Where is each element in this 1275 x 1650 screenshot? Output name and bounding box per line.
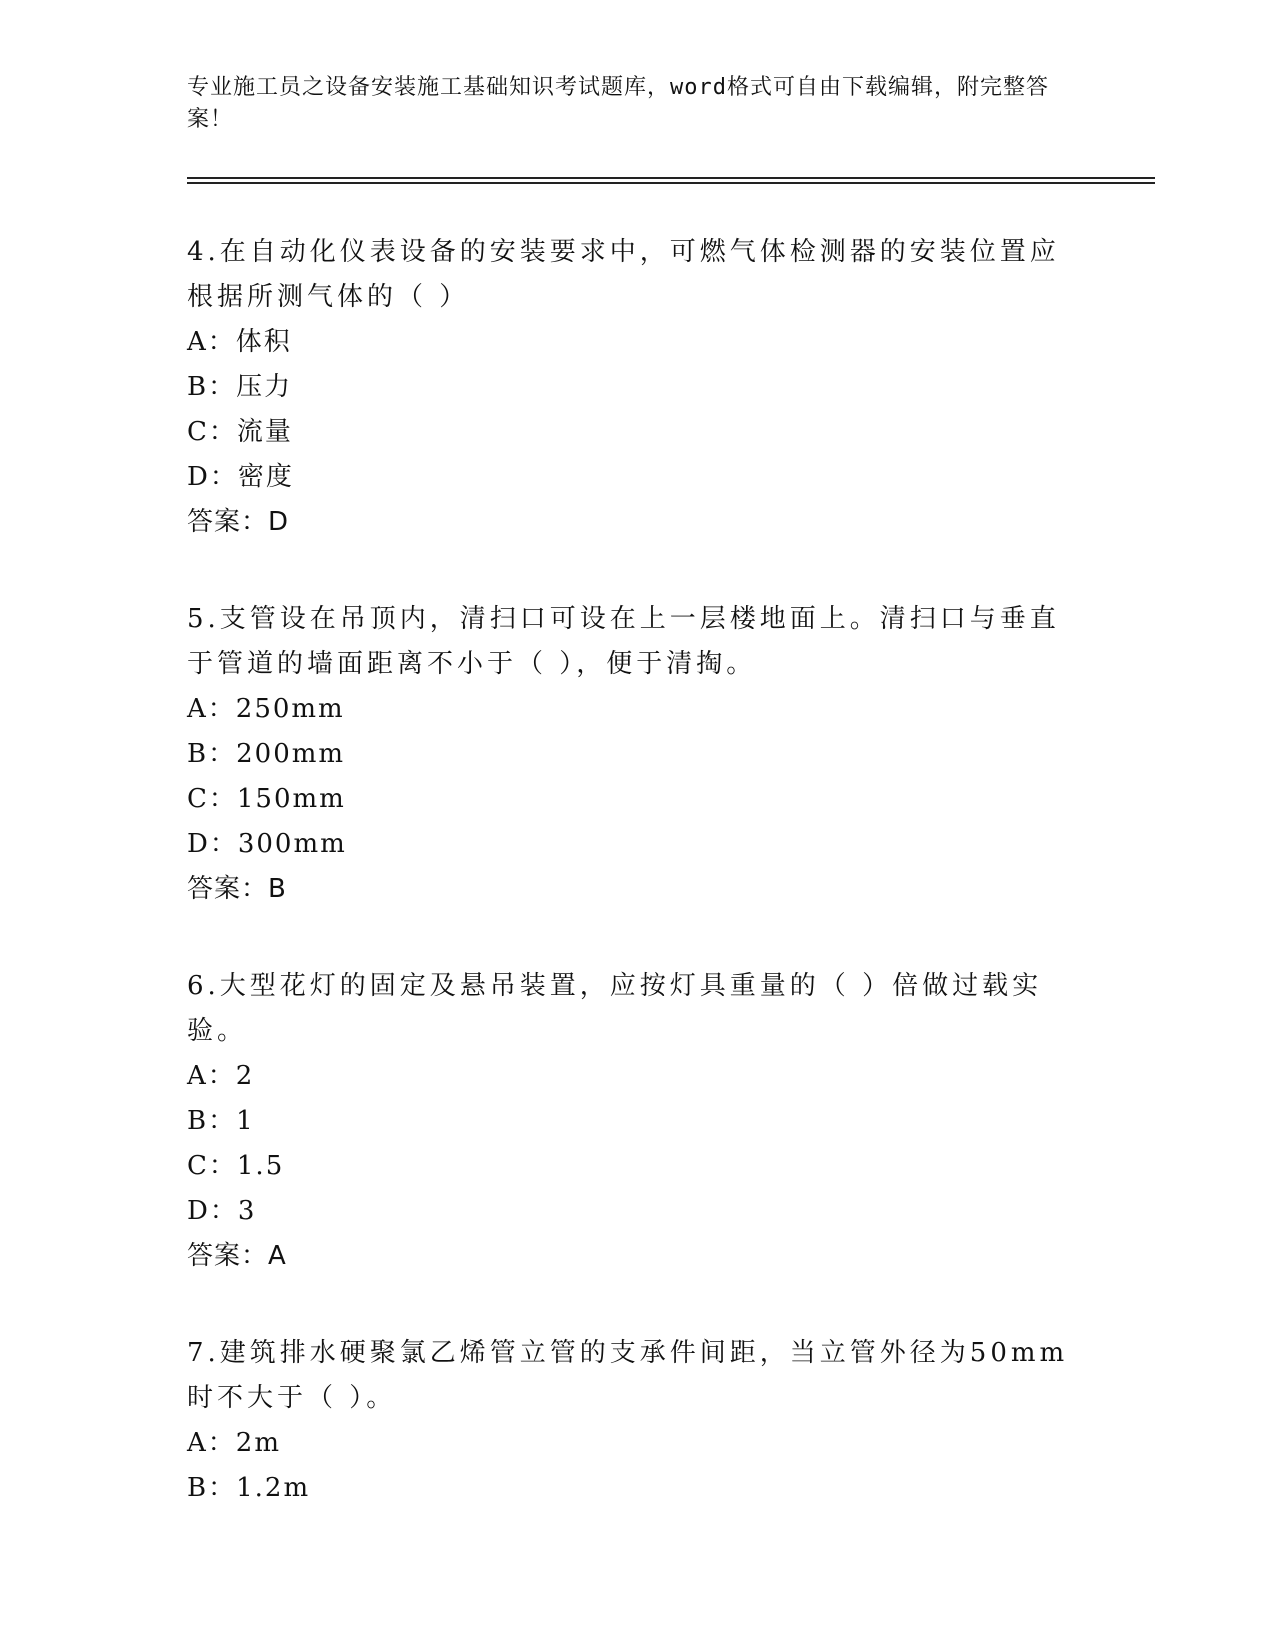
option-c: C：1.5 — [187, 1151, 285, 1181]
question-7 — [187, 1331, 1087, 1511]
option-b: B：1 — [187, 1106, 255, 1136]
question-text: 4.在自动化仪表设备的安装要求中，可燃气体检测器的安装位置应根据所测气体的（ ） — [187, 237, 1060, 312]
answer-label: 答案：D — [187, 507, 290, 537]
option-b: B：200mm — [187, 739, 346, 769]
option-d: D：密度 — [187, 462, 294, 492]
option-b: B：1.2m — [187, 1473, 311, 1503]
option-d: D：3 — [187, 1196, 257, 1226]
question-text: 6.大型花灯的固定及悬吊装置，应按灯具重量的（ ）倍做过载实验。 — [187, 971, 1043, 1046]
option-list — [187, 1054, 1087, 1234]
question-4 — [187, 230, 1087, 545]
question-5 — [187, 597, 1087, 912]
option-a: A：2m — [187, 1428, 281, 1458]
document-intro: 专业施工员之设备安装施工基础知识考试题库，word格式可自由下载编辑，附完整答案！ — [187, 75, 1049, 132]
option-c: C：150mm — [187, 784, 346, 814]
option-c: C：流量 — [187, 417, 293, 447]
header-divider-top — [187, 177, 1155, 179]
question-text: 7.建筑排水硬聚氯乙烯管立管的支承件间距，当立管外径为50mm时不大于（ ）。 — [187, 1338, 1069, 1413]
question-text: 5.支管设在吊顶内，清扫口可设在上一层楼地面上。清扫口与垂直于管道的墙面距离不小于（ ），便于清掏。 — [187, 604, 1060, 679]
option-a: A：体积 — [187, 327, 292, 357]
answer-label: 答案：A — [187, 1241, 287, 1271]
question-list — [187, 230, 1087, 1563]
answer-label: 答案：B — [187, 874, 287, 904]
header-divider-bottom — [187, 182, 1155, 184]
option-list — [187, 1421, 1087, 1511]
option-a: A：2 — [187, 1061, 255, 1091]
option-list — [187, 320, 1087, 500]
option-list — [187, 687, 1087, 867]
option-b: B：压力 — [187, 372, 293, 402]
option-a: A：250mm — [187, 694, 345, 724]
option-d: D：300mm — [187, 829, 347, 859]
question-6 — [187, 964, 1087, 1279]
